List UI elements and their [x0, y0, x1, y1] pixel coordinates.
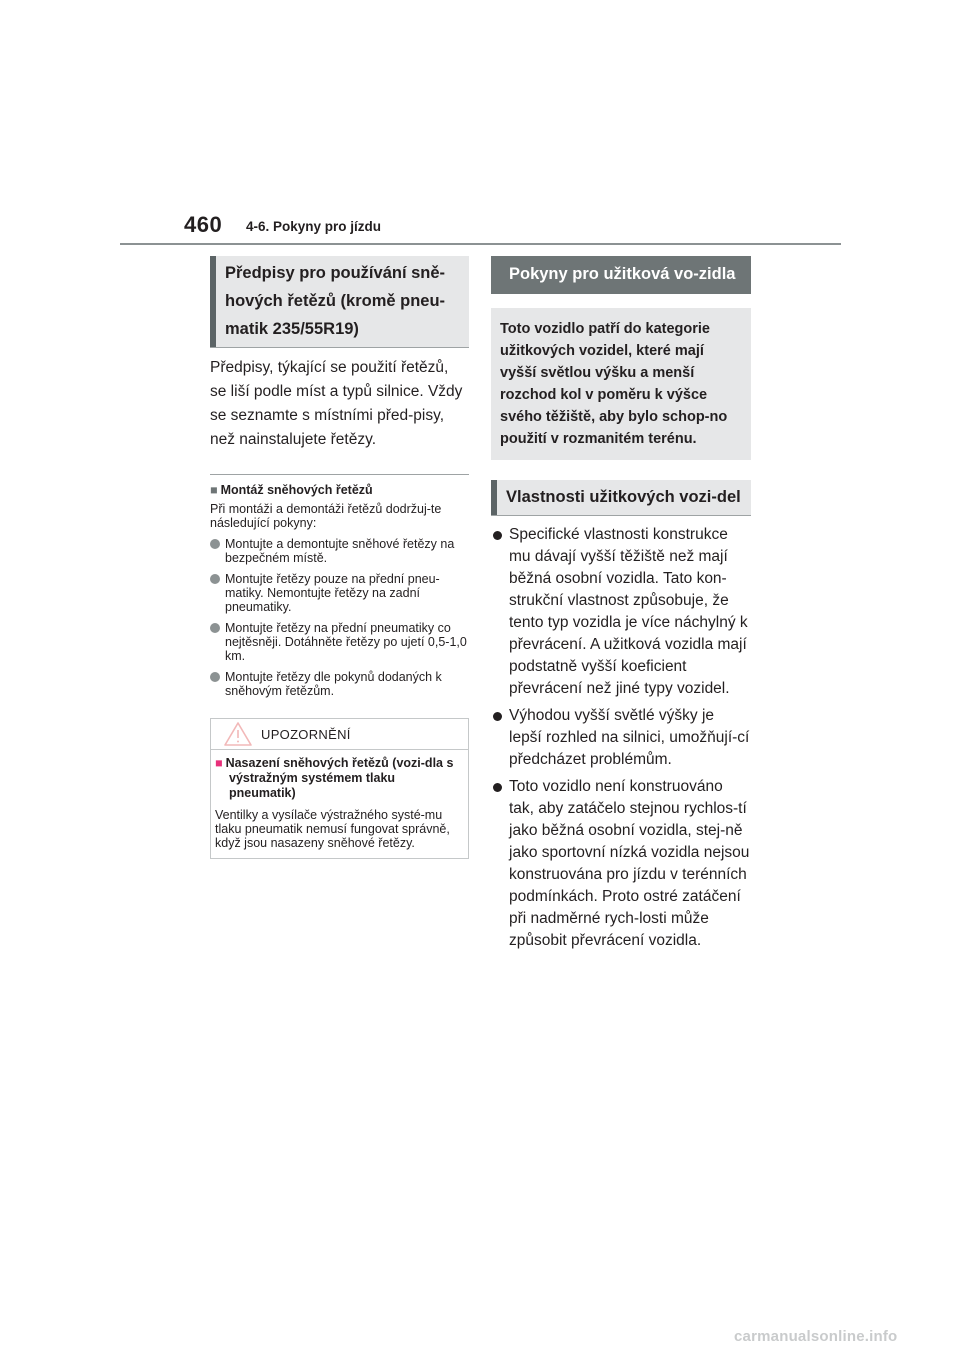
- list-item: Montujte a demontujte sněhové řetězy na bezpečném místě.: [210, 537, 469, 565]
- properties-heading: Vlastnosti užitkových vozi-del: [491, 480, 751, 515]
- warning-body: [211, 750, 468, 850]
- watermark: carmanualsonline.info: [734, 1328, 898, 1345]
- warning-text: Ventilky a vysílače výstražného systé-mu tlaku pneumatik nemusí fungovat správně, když jsou nasazeny sněhové řetězy.: [215, 808, 450, 850]
- page-number: 460: [184, 212, 223, 237]
- left-column: [210, 256, 469, 859]
- list-item: Montujte řetězy dle pokynů dodaných k sněhovým řetězům.: [210, 670, 469, 698]
- mounting-sub-heading: [210, 483, 469, 498]
- mounting-sub-text: Při montáži a demontáži řetězů dodržuj-te následující pokyny:: [210, 502, 442, 530]
- warning-heading: [215, 756, 462, 801]
- mounting-list: [210, 537, 469, 698]
- list-item: Montujte řetězy na přední pneumatiky co nejtěsněji. Dotáhněte řetězy po ujetí 0,5-1,0 km.: [210, 621, 469, 663]
- properties-list: [491, 524, 751, 952]
- snow-chain-intro: Předpisy, týkající se použití řetězů, se liší podle míst a typů silnice. Vždy se seznamte s místními před-pisy, než nainstalujete řetězy.: [210, 359, 463, 448]
- warning-triangle-icon: [223, 721, 253, 747]
- square-bullet-icon: ■: [210, 483, 218, 497]
- square-bullet-icon: ■: [215, 756, 223, 770]
- warning-heading-text: Nasazení sněhových řetězů (vozi-dla s výstražným systémem tlaku pneumatik): [225, 756, 454, 800]
- warning-header: [211, 719, 468, 750]
- snow-chain-heading: Předpisy pro používání sně-hových řetězů (kromě pneu-matik 235/55R19): [210, 256, 469, 347]
- spacer: [491, 460, 751, 480]
- section-title: 4-6. Pokyny pro jízdu: [246, 219, 382, 234]
- right-column: [491, 256, 751, 957]
- header-rule: [120, 243, 841, 245]
- list-item: Montujte řetězy pouze na přední pneu-matiky. Nemontujte řetězy na zadní pneumatiky.: [210, 572, 469, 614]
- list-item: Výhodou vyšší světlé výšky je lepší rozhled na silnici, umožňují-cí předcházet problémům.: [491, 705, 751, 771]
- list-item: Toto vozidlo není konstruováno tak, aby zatáčelo stejnou rychlos-tí jako běžná osobní vozidla, stej-ně jako sportovní nízká vozidla nejsou konstruována pro jízdu v terénních podmínkách. Proto ostré zatáčení při nadměrné rych-losti může způsobit převrácení vozidla.: [491, 776, 751, 952]
- mounting-sub-heading-text: Montáž sněhových řetězů: [220, 483, 373, 497]
- heading-underline: [210, 347, 469, 348]
- utility-vehicle-heading: Pokyny pro užitková vo-zidla: [491, 256, 751, 294]
- divider: [210, 474, 469, 475]
- warning-box: [210, 718, 469, 859]
- warning-label: UPOZORNĚNÍ: [261, 726, 351, 742]
- heading-underline: [491, 515, 751, 516]
- list-item: Specifické vlastnosti konstrukce mu dávají vyšší těžiště než mají běžná osobní vozidla. Tato kon-strukční vlastnost způsobuje, že tento typ vozidla je více náchylný k převrácení. A užitková vozidla mají podstatně vyšší koeficient převrácení než jiné typy vozidel.: [491, 524, 751, 700]
- utility-vehicle-summary: Toto vozidlo patří do kategorie užitkových vozidel, které mají vyšší světlou výšku a menší rozchod kol v poměru k výšce svého těžiště, aby bylo schop-no použití v rozmanitém terénu.: [491, 308, 751, 460]
